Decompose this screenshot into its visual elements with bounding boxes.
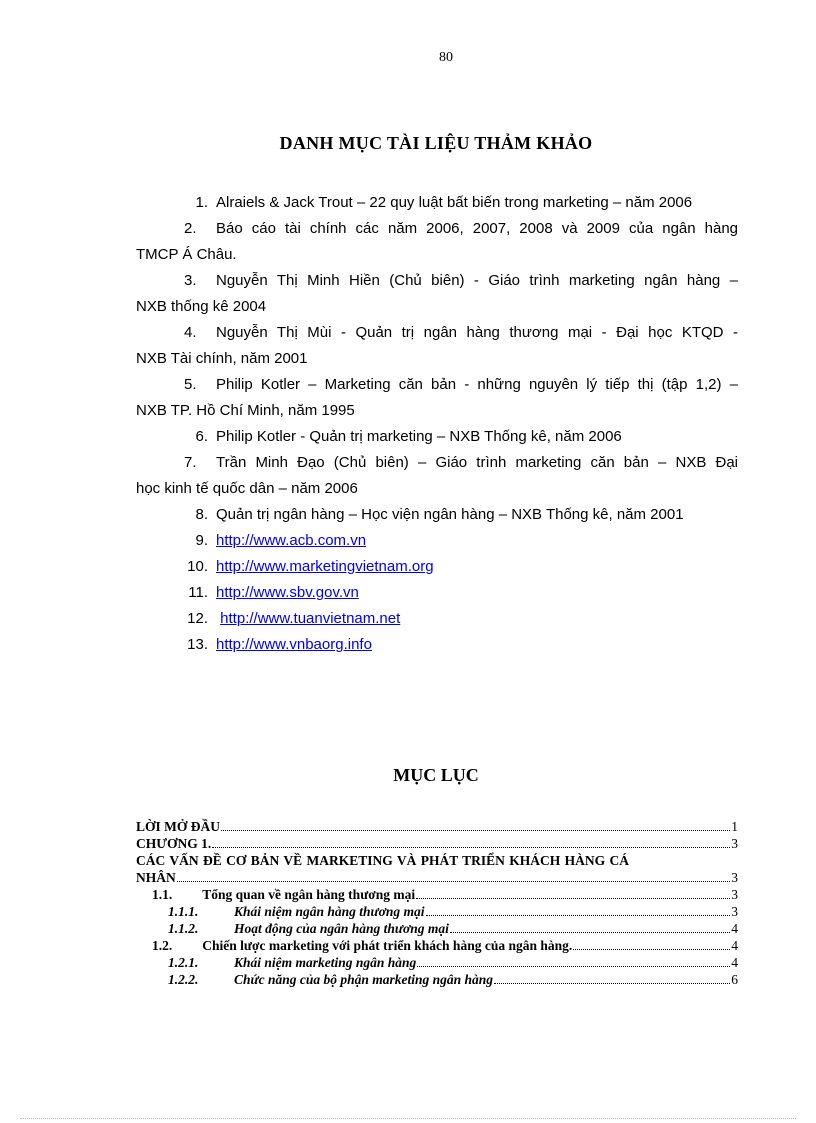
reference-link[interactable]: http://www.acb.com.vn [216,532,367,549]
reference-text-continued: NXB Tài chính, năm 2001 [136,350,308,367]
references-title: DANH MỤC TÀI LIỆU THẢM KHẢO [279,133,593,153]
toc-entry[interactable] [136,886,738,903]
toc-page-number: 3 [731,887,738,902]
reference-text: Báo cáo tài chính các năm 2006, 2007, 2008 và 2009 của ngân hàng [216,220,738,237]
reference-link-item [136,632,738,658]
toc-leader-dots [426,915,731,916]
toc-entry-label: Chiến lược marketing với phát triển khách hàng của ngân hàng. [202,938,573,953]
reference-link-item [136,528,738,554]
toc-leader-dots [212,847,730,848]
toc-entry[interactable] [136,954,738,971]
reference-text: Philip Kotler – Marketing căn bản - những nguyên lý tiếp thị (tập 1,2) – [216,376,738,393]
table-of-contents [136,818,738,988]
toc-entry-label: Khái niệm marketing ngân hàng [234,955,417,970]
toc-entry[interactable] [136,852,738,869]
reference-number: 10. [187,558,208,575]
toc-entry-number: 1.1.1. [168,904,199,919]
toc-entry[interactable] [136,869,738,886]
reference-number: 6. [195,428,208,445]
toc-entry-label: CHƯƠNG 1. [136,836,212,851]
reference-link-item [136,580,738,606]
toc-leader-dots [417,966,730,967]
toc-entry-label: Khái niệm ngân hàng thương mại [234,904,425,919]
reference-number: 7. [184,454,197,471]
toc-page-number: 4 [731,938,738,953]
page-bottom-divider [20,1118,796,1119]
reference-number: 3. [184,272,197,289]
reference-text: Alraiels & Jack Trout – 22 quy luật bất biến trong marketing – năm 2006 [216,194,693,211]
toc-entry[interactable] [136,903,738,920]
toc-entry-label: CÁC VẤN ĐỀ CƠ BẢN VỀ MARKETING VÀ PHÁT TRIỂN KHÁCH HÀNG CÁ [136,853,630,868]
reference-number: 13. [187,636,208,653]
reference-link[interactable]: http://www.sbv.gov.vn [216,584,359,601]
reference-item [136,320,738,372]
reference-number: 11. [188,584,208,601]
reference-number: 8. [195,506,208,523]
reference-text: Philip Kotler - Quản trị marketing – NXB Thống kê, năm 2006 [216,428,622,445]
toc-entry[interactable] [136,937,738,954]
toc-entry[interactable] [136,818,738,835]
reference-text: Trần Minh Đạo (Chủ biên) – Giáo trình marketing căn bản – NXB Đại [216,454,738,471]
reference-item [136,450,738,502]
reference-link-item [136,554,738,580]
toc-page-number: 3 [731,870,738,885]
toc-leader-dots [450,932,730,933]
reference-number: 2. [184,220,197,237]
reference-link[interactable]: http://www.marketingvietnam.org [216,558,434,575]
page-number: 80 [439,50,453,65]
reference-text-continued: học kinh tế quốc dân – năm 2006 [136,480,358,497]
toc-entry[interactable] [136,835,738,852]
toc-page-number: 3 [731,904,738,919]
reference-text: Nguyễn Thị Mùi - Quản trị ngân hàng thương mại - Đại học KTQD - [216,324,738,341]
toc-entry-label: Chức năng của bộ phận marketing ngân hàng [234,972,494,987]
toc-entry-number: 1.2.2. [168,972,199,987]
toc-page-number: 6 [731,972,738,987]
reference-number: 1. [195,194,208,211]
reference-text-continued: NXB TP. Hồ Chí Minh, năm 1995 [136,402,355,419]
reference-link[interactable]: http://www.tuanvietnam.net [220,610,401,627]
reference-number: 4. [184,324,197,341]
toc-entry-label: Tổng quan về ngân hàng thương mại [202,887,416,902]
reference-text-continued: NXB thống kê 2004 [136,298,267,315]
reference-item [136,424,738,450]
reference-number: 12. [187,610,208,627]
toc-entry-number: 1.2. [152,938,173,953]
reference-item [136,190,738,216]
toc-leader-dots [416,898,730,899]
reference-text-continued: TMCP Á Châu. [136,246,237,263]
reference-item [136,268,738,320]
toc-entry-number: 1.2.1. [168,955,199,970]
reference-text: Quản trị ngân hàng – Học viện ngân hàng – NXB Thống kê, năm 2001 [216,506,684,523]
toc-page-number: 1 [731,819,738,834]
toc-leader-dots [177,881,731,882]
reference-number: 9. [195,532,208,549]
toc-title: MỤC LỤC [393,765,479,785]
reference-text: Nguyễn Thị Minh Hiền (Chủ biên) - Giáo trình marketing ngân hàng – [216,272,738,289]
reference-item [136,372,738,424]
reference-number: 5. [184,376,197,393]
toc-entry-label: Hoạt động của ngân hàng thương mại [234,921,449,936]
toc-leader-dots [494,983,730,984]
toc-page-number: 4 [731,955,738,970]
reference-link[interactable]: http://www.vnbaorg.info [216,636,372,653]
toc-entry[interactable] [136,971,738,988]
toc-entry-number: 1.1.2. [168,921,199,936]
toc-entry-label: NHÂN [136,870,176,885]
toc-page-number: 3 [731,836,738,851]
toc-page-number: 4 [731,921,738,936]
toc-leader-dots [221,830,730,831]
toc-entry-label: LỜI MỞ ĐẦU [136,819,220,834]
reference-item [136,502,738,528]
reference-link-item [136,606,738,632]
toc-entry-number: 1.1. [152,887,173,902]
toc-leader-dots [573,949,730,950]
toc-entry[interactable] [136,920,738,937]
reference-item [136,216,738,268]
